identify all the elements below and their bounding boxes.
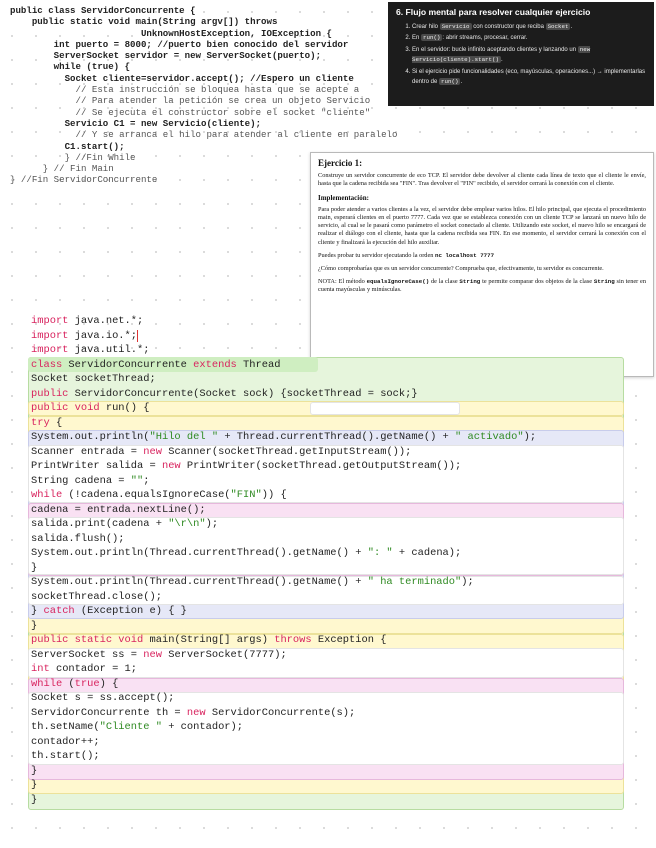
flow-steps-list [396,22,646,87]
top-code-line: ServerSocket servidor = new ServerSocket(puerto); [10,50,322,62]
top-code-line: // Y se arranca el hilo para atender al cliente en paralelo [10,129,398,141]
flow-panel-title: 6. Flujo mental para resolver cualquier ejercicio [396,7,591,17]
code-line: PrintWriter salida = new PrintWriter(socketThread.getOutputStream()); [31,460,462,472]
code-line: salida.print(cadena + "\r\n"); [31,518,219,530]
code-line: public void run() { [31,402,150,414]
top-code-line: while (true) { [10,61,131,73]
code-line: while (true) { [31,677,119,690]
code-line: } [31,779,38,791]
code-line: import java.net.*; [31,315,144,327]
code-line: System.out.println("Hilo del " + Thread.currentThread().getName() + " activado"); [31,431,537,443]
code-line: } [31,764,38,777]
top-code-line: C1.start(); [10,140,125,152]
code-line: contador++; [31,735,100,748]
code-line: ServerSocket ss = new ServerSocket(7777); [31,648,287,661]
code-line: Scanner entrada = new Scanner(socketThread.getInputStream()); [31,445,412,458]
text-cursor [137,330,138,342]
top-code-line: public static void main(String argv[]) throws [10,16,278,28]
test-command: nc localhost 7777 [434,251,495,259]
implementation-heading: Implementación: [318,193,369,202]
flow-step: 3. En el servidor: bucle infinito aceptando clientes y lanzando un new Servicio(cliente).start() . [412,45,646,66]
code-line: Socket socketThread; [31,373,156,385]
implementation-text: Para poder atender a varios clientes a la vez, el servidor debe emplear varios hilos. El hilo principal, que ejecuta el procedimiento main, esperará clientes en el puerto 7777. Cada vez que se establezca conexión con un cliente TCP se lanzará un nuevo hilo de servicio, al cual se le pasará como parámetro el socket conectado al cliente. Utilizando este socket, el nuevo hilo se encargará de realizar el diálogo con el cliente, hasta que la cadena recibida sea FIN. En ese momento, el servidor cerrará la conexión con el cliente y finalizará la ejecución del hilo auxiliar. [318,205,646,246]
top-code-line: } //Fin ServidorConcurrente [10,174,158,186]
flow-step: 1. Crear hilo Servicio con constructor que reciba Socket . [412,22,646,32]
top-code-line: // Esta instrucción se bloquea hasta que se acepte a [10,84,360,96]
code-line: class ServidorConcurrente extends Thread [31,358,281,371]
exercise-title: Ejercicio 1: [318,158,363,168]
top-code-line: int puerto = 8000; //puerto bien conocido del servidor [10,38,349,50]
code-line: String cadena = ""; [31,474,150,487]
concurrency-question: ¿Cómo comprobarías que es un servidor concurrente? Comprueba que, efectivamente, tu servidor es concurrente. [318,265,604,273]
top-code-line: // Para atender la petición se crea un objeto Servicio [10,95,371,107]
top-code-line: UnknownHostException, IOException { [10,27,332,39]
code-line: cadena = entrada.nextLine(); [31,503,206,516]
note: NOTA: El método equalsIgnoreCase() de la clase String te permite comparar dos objetos de la clase String sin tener en cuenta mayúsculas y minúsculas. [318,278,646,294]
top-code-line: } // Fin Main [10,163,114,175]
code-line: } catch (Exception e) { } [31,605,187,617]
code-line: th.setName("Cliente " + contador); [31,721,244,733]
flow-step: 4. Si el ejercicio pide funcionalidades (eco, mayúsculas, operaciones...) → implementarlas dentro de run() . [412,67,646,88]
code-line: System.out.println(Thread.currentThread().getName() + ": " + cadena); [31,547,462,559]
code-line: while (!cadena.equalsIgnoreCase("FIN")) { [31,489,287,501]
code-line: } [31,793,38,806]
code-line: import java.util.*; [31,344,150,356]
block-highlighted-code [28,314,624,810]
top-code-line: Servicio C1 = new Servicio(cliente); [10,117,262,129]
code-line: socketThread.close(); [31,590,162,603]
code-line: public static void main(String[] args) throws Exception { [31,634,387,646]
code-line: try { [31,416,63,429]
code-line: th.start(); [31,750,100,762]
code-line: import java.io.*; [31,329,138,342]
flow-panel [388,2,654,106]
test-instruction: Puedes probar tu servidor ejecutando la orden nc localhost 7777 [318,251,495,259]
exercise-intro: Construye un servidor concurrente de eco TCP. El servidor debe devolver al cliente cada línea de texto que el cliente le envíe, hasta que la cadena recibida sea "FIN". Tras devolver el "FIN" recibido, el servidor cerrará la conexión con el cliente. [318,172,646,188]
code-line: salida.flush(); [31,532,125,545]
top-code-line: Socket cliente=servidor.accept(); //Espero un cliente [10,72,354,84]
top-code-line: // Se ejecuta el constructor sobre el socket "cliente" [10,106,371,118]
code-line: System.out.println(Thread.currentThread().getName() + " ha terminado"); [31,576,474,588]
code-line: public ServidorConcurrente(Socket sock) {socketThread = sock;} [31,387,418,400]
code-line: ServidorConcurrente th = new ServidorConcurrente(s); [31,706,356,719]
code-line: int contador = 1; [31,663,138,675]
code-line: } [31,619,38,632]
code-lines [28,314,624,807]
flow-step: 2. En run() : abrir streams, procesar, cerrar. [412,33,646,43]
code-line: Socket s = ss.accept(); [31,692,175,704]
top-code-line: } //Fin While [10,151,136,163]
code-line: } [31,561,38,574]
top-code-line: public class ServidorConcurrente { [10,5,196,16]
